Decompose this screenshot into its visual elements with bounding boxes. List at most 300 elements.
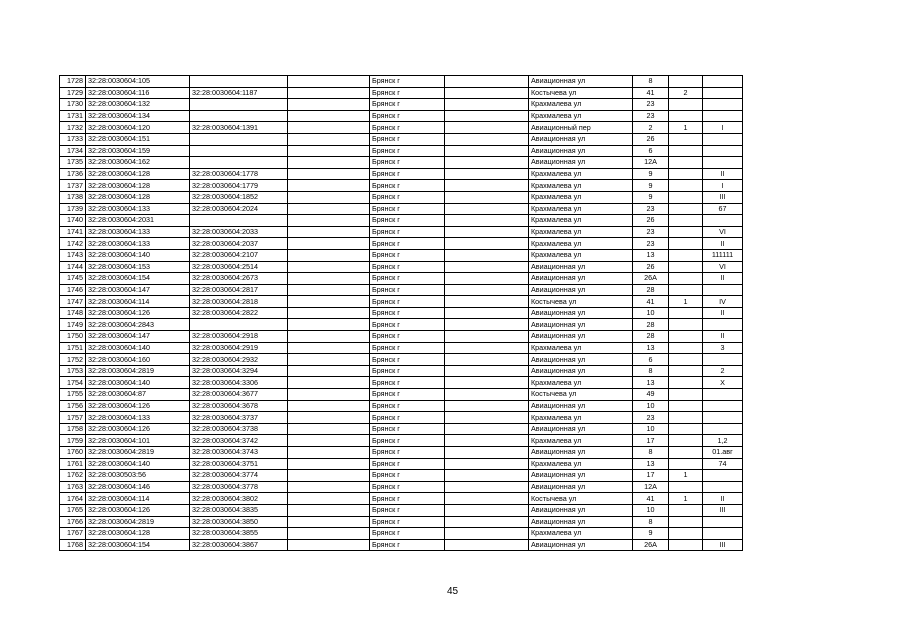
cell-city: Брянск г	[370, 145, 445, 157]
cell-row-number: 1751	[60, 342, 86, 354]
cadastral-table	[59, 75, 743, 551]
cell-street: Авиационная ул	[529, 504, 633, 516]
cell-house-number: 23	[633, 412, 669, 424]
cell-city: Брянск г	[370, 99, 445, 111]
cell-empty-col	[288, 400, 370, 412]
cell-city: Брянск г	[370, 157, 445, 169]
cell-city: Брянск г	[370, 168, 445, 180]
cell-building	[669, 423, 703, 435]
cell-object-number	[190, 157, 288, 169]
cell-cadastral-number: 32:28:0030604:105	[86, 76, 190, 88]
cell-street: Крахмалева ул	[529, 458, 633, 470]
cell-row-number: 1762	[60, 470, 86, 482]
cell-building	[669, 226, 703, 238]
cell-row-number: 1734	[60, 145, 86, 157]
cell-empty-col	[445, 249, 529, 261]
cell-row-number: 1750	[60, 331, 86, 343]
table-row	[60, 319, 743, 331]
cell-row-number: 1740	[60, 215, 86, 227]
cell-empty-col	[288, 249, 370, 261]
cell-object-number	[190, 76, 288, 88]
cell-object-number: 32:28:0030604:3778	[190, 481, 288, 493]
cell-house-number: 10	[633, 307, 669, 319]
table-row	[60, 145, 743, 157]
cell-city: Брянск г	[370, 423, 445, 435]
cell-empty-col	[445, 296, 529, 308]
cell-cadastral-number: 32:28:0030604:153	[86, 261, 190, 273]
cell-house-number: 6	[633, 354, 669, 366]
cell-building	[669, 528, 703, 540]
cell-empty-col	[445, 435, 529, 447]
cell-house-number: 26А	[633, 273, 669, 285]
cell-street: Крахмалева ул	[529, 528, 633, 540]
cell-street: Авиационная ул	[529, 319, 633, 331]
table-row	[60, 168, 743, 180]
cell-empty-col	[288, 412, 370, 424]
cell-street: Авиационная ул	[529, 273, 633, 285]
cell-cadastral-number: 32:28:0030604:140	[86, 342, 190, 354]
cell-empty-col	[288, 284, 370, 296]
cell-house-number: 17	[633, 435, 669, 447]
cell-empty-col	[288, 365, 370, 377]
cell-apartment	[703, 470, 743, 482]
cell-object-number	[190, 145, 288, 157]
cell-apartment	[703, 389, 743, 401]
cell-street: Авиационная ул	[529, 400, 633, 412]
cell-cadastral-number: 32:28:0030604:140	[86, 458, 190, 470]
table-row	[60, 76, 743, 88]
cell-apartment	[703, 145, 743, 157]
cell-empty-col	[288, 157, 370, 169]
cell-object-number: 32:28:0030604:3677	[190, 389, 288, 401]
cell-cadastral-number: 32:28:0030604:133	[86, 412, 190, 424]
cell-row-number: 1728	[60, 76, 86, 88]
cell-house-number: 8	[633, 516, 669, 528]
cell-house-number: 41	[633, 87, 669, 99]
cell-empty-col	[288, 342, 370, 354]
page-number: 45	[446, 586, 459, 597]
cell-street: Авиационная ул	[529, 470, 633, 482]
cell-house-number: 12А	[633, 481, 669, 493]
cell-row-number: 1759	[60, 435, 86, 447]
table-row	[60, 412, 743, 424]
cell-cadastral-number: 32:28:0030604:128	[86, 180, 190, 192]
cell-apartment	[703, 215, 743, 227]
cell-building: 1	[669, 122, 703, 134]
cell-building	[669, 539, 703, 551]
cell-cadastral-number: 32:28:0030604:2819	[86, 447, 190, 459]
cell-empty-col	[288, 354, 370, 366]
cell-city: Брянск г	[370, 342, 445, 354]
cell-building	[669, 238, 703, 250]
cell-street: Костычева ул	[529, 296, 633, 308]
table-row	[60, 458, 743, 470]
cell-row-number: 1744	[60, 261, 86, 273]
cell-empty-col	[445, 504, 529, 516]
cell-house-number: 23	[633, 110, 669, 122]
cell-city: Брянск г	[370, 400, 445, 412]
cell-empty-col	[288, 389, 370, 401]
cell-empty-col	[288, 76, 370, 88]
table-row	[60, 528, 743, 540]
cell-row-number: 1757	[60, 412, 86, 424]
cell-apartment: III	[703, 539, 743, 551]
cell-row-number: 1761	[60, 458, 86, 470]
cell-object-number: 32:28:0030604:2818	[190, 296, 288, 308]
cell-city: Брянск г	[370, 76, 445, 88]
cell-building	[669, 504, 703, 516]
cell-empty-col	[288, 180, 370, 192]
cell-building	[669, 516, 703, 528]
cell-empty-col	[288, 238, 370, 250]
cell-building	[669, 389, 703, 401]
cell-empty-col	[288, 493, 370, 505]
cell-city: Брянск г	[370, 296, 445, 308]
cell-object-number: 32:28:0030604:2024	[190, 203, 288, 215]
cell-object-number: 32:28:0030604:3855	[190, 528, 288, 540]
cell-apartment: X	[703, 377, 743, 389]
cell-empty-col	[288, 122, 370, 134]
cell-empty-col	[288, 423, 370, 435]
table-row	[60, 389, 743, 401]
cell-empty-col	[445, 539, 529, 551]
table-row	[60, 377, 743, 389]
cell-street: Крахмалева ул	[529, 377, 633, 389]
cell-building: 1	[669, 296, 703, 308]
cell-object-number: 32:28:0030604:2107	[190, 249, 288, 261]
cell-object-number: 32:28:0030604:2918	[190, 331, 288, 343]
cell-city: Брянск г	[370, 365, 445, 377]
cell-street: Крахмалева ул	[529, 249, 633, 261]
cell-row-number: 1749	[60, 319, 86, 331]
cell-cadastral-number: 32:28:0030604:140	[86, 249, 190, 261]
cell-street: Авиационная ул	[529, 284, 633, 296]
cell-object-number: 32:28:0030604:3742	[190, 435, 288, 447]
cell-city: Брянск г	[370, 133, 445, 145]
cell-cadastral-number: 32:28:0030604:114	[86, 493, 190, 505]
table-row	[60, 180, 743, 192]
cell-row-number: 1765	[60, 504, 86, 516]
cell-building	[669, 273, 703, 285]
cell-cadastral-number: 32:28:0030604:133	[86, 203, 190, 215]
cell-cadastral-number: 32:28:0030604:126	[86, 423, 190, 435]
cell-street: Крахмалева ул	[529, 412, 633, 424]
table-row	[60, 273, 743, 285]
cell-building: 1	[669, 493, 703, 505]
cell-building	[669, 307, 703, 319]
cell-street: Костычева ул	[529, 87, 633, 99]
cell-row-number: 1767	[60, 528, 86, 540]
cell-street: Крахмалева ул	[529, 99, 633, 111]
cell-cadastral-number: 32:28:0030604:140	[86, 377, 190, 389]
cell-object-number: 32:28:0030604:3850	[190, 516, 288, 528]
cell-apartment: II	[703, 168, 743, 180]
cell-city: Брянск г	[370, 215, 445, 227]
cell-row-number: 1746	[60, 284, 86, 296]
cell-empty-col	[445, 110, 529, 122]
cell-cadastral-number: 32:28:0030604:116	[86, 87, 190, 99]
cell-empty-col	[288, 110, 370, 122]
cell-apartment: II	[703, 273, 743, 285]
cell-house-number: 49	[633, 389, 669, 401]
cell-empty-col	[288, 307, 370, 319]
cell-house-number: 26	[633, 261, 669, 273]
cell-empty-col	[288, 331, 370, 343]
cell-object-number: 32:28:0030604:2919	[190, 342, 288, 354]
cell-city: Брянск г	[370, 539, 445, 551]
table-row	[60, 481, 743, 493]
cell-empty-col	[288, 319, 370, 331]
cell-row-number: 1736	[60, 168, 86, 180]
cell-empty-col	[288, 87, 370, 99]
cell-street: Авиационная ул	[529, 539, 633, 551]
cell-object-number: 32:28:0030604:3306	[190, 377, 288, 389]
cell-city: Брянск г	[370, 122, 445, 134]
cell-cadastral-number: 32:28:0030604:162	[86, 157, 190, 169]
cell-building	[669, 261, 703, 273]
cell-apartment	[703, 99, 743, 111]
cell-street: Крахмалева ул	[529, 215, 633, 227]
cell-apartment: 74	[703, 458, 743, 470]
cell-empty-col	[445, 365, 529, 377]
cell-cadastral-number: 32:28:0030604:128	[86, 528, 190, 540]
cell-empty-col	[445, 331, 529, 343]
cell-cadastral-number: 32:28:0030604:114	[86, 296, 190, 308]
cell-empty-col	[445, 516, 529, 528]
cell-object-number: 32:28:0030604:2033	[190, 226, 288, 238]
cell-object-number: 32:28:0030604:3751	[190, 458, 288, 470]
cell-street: Авиационная ул	[529, 307, 633, 319]
cell-object-number: 32:28:0030604:2932	[190, 354, 288, 366]
table-row	[60, 493, 743, 505]
cell-street: Крахмалева ул	[529, 238, 633, 250]
cell-apartment: III	[703, 191, 743, 203]
cell-row-number: 1753	[60, 365, 86, 377]
cell-row-number: 1733	[60, 133, 86, 145]
table-row	[60, 249, 743, 261]
cell-street: Крахмалева ул	[529, 435, 633, 447]
cell-cadastral-number: 32:28:0030604:133	[86, 238, 190, 250]
cell-cadastral-number: 32:28:0030604:154	[86, 539, 190, 551]
cell-empty-col	[288, 226, 370, 238]
cell-building	[669, 447, 703, 459]
table-row	[60, 342, 743, 354]
cell-building: 1	[669, 470, 703, 482]
cell-cadastral-number: 32:28:0030503:56	[86, 470, 190, 482]
cell-city: Брянск г	[370, 377, 445, 389]
cell-house-number: 41	[633, 493, 669, 505]
table-row	[60, 215, 743, 227]
cell-house-number: 23	[633, 226, 669, 238]
cell-house-number: 23	[633, 238, 669, 250]
cell-building	[669, 191, 703, 203]
cell-house-number: 9	[633, 528, 669, 540]
cell-street: Авиационная ул	[529, 481, 633, 493]
table-row	[60, 191, 743, 203]
cell-empty-col	[445, 76, 529, 88]
cell-empty-col	[445, 238, 529, 250]
cell-object-number: 32:28:0030604:1852	[190, 191, 288, 203]
cell-row-number: 1768	[60, 539, 86, 551]
cell-apartment: I	[703, 122, 743, 134]
cell-building	[669, 249, 703, 261]
cell-empty-col	[445, 157, 529, 169]
cell-building	[669, 458, 703, 470]
cell-empty-col	[445, 470, 529, 482]
cell-empty-col	[445, 261, 529, 273]
cell-row-number: 1758	[60, 423, 86, 435]
cell-empty-col	[445, 87, 529, 99]
cell-row-number: 1730	[60, 99, 86, 111]
table-row	[60, 400, 743, 412]
cell-object-number: 32:28:0030604:3774	[190, 470, 288, 482]
table-row	[60, 447, 743, 459]
cell-object-number	[190, 110, 288, 122]
cell-empty-col	[445, 389, 529, 401]
cell-city: Брянск г	[370, 273, 445, 285]
cell-city: Брянск г	[370, 412, 445, 424]
cell-object-number: 32:28:0030604:1187	[190, 87, 288, 99]
cell-building	[669, 481, 703, 493]
cell-apartment	[703, 76, 743, 88]
cell-row-number: 1739	[60, 203, 86, 215]
cell-cadastral-number: 32:28:0030604:128	[86, 191, 190, 203]
cell-empty-col	[288, 296, 370, 308]
cell-empty-col	[288, 435, 370, 447]
cell-object-number: 32:28:0030604:3743	[190, 447, 288, 459]
cell-empty-col	[445, 307, 529, 319]
cell-house-number: 17	[633, 470, 669, 482]
table-row	[60, 435, 743, 447]
cell-apartment	[703, 110, 743, 122]
cell-building	[669, 354, 703, 366]
table-row	[60, 470, 743, 482]
cell-row-number: 1760	[60, 447, 86, 459]
cell-empty-col	[288, 458, 370, 470]
cell-house-number: 12А	[633, 157, 669, 169]
cell-cadastral-number: 32:28:0030604:159	[86, 145, 190, 157]
cell-apartment	[703, 481, 743, 493]
cell-empty-col	[445, 191, 529, 203]
cell-city: Брянск г	[370, 516, 445, 528]
cell-city: Брянск г	[370, 458, 445, 470]
cell-row-number: 1729	[60, 87, 86, 99]
cell-row-number: 1732	[60, 122, 86, 134]
table-row	[60, 284, 743, 296]
cell-row-number: 1738	[60, 191, 86, 203]
cell-city: Брянск г	[370, 389, 445, 401]
cell-apartment: 1,2	[703, 435, 743, 447]
cell-empty-col	[288, 203, 370, 215]
cell-apartment	[703, 133, 743, 145]
cell-empty-col	[288, 145, 370, 157]
cell-building	[669, 377, 703, 389]
cell-street: Авиационный пер	[529, 122, 633, 134]
cell-house-number: 8	[633, 365, 669, 377]
cell-apartment: 3	[703, 342, 743, 354]
cell-row-number: 1752	[60, 354, 86, 366]
cell-building	[669, 284, 703, 296]
table-row	[60, 122, 743, 134]
cell-empty-col	[445, 180, 529, 192]
cell-city: Брянск г	[370, 284, 445, 296]
cell-building	[669, 99, 703, 111]
cell-house-number: 9	[633, 168, 669, 180]
cell-apartment	[703, 87, 743, 99]
table-body	[60, 76, 743, 551]
table-row	[60, 157, 743, 169]
cell-house-number: 9	[633, 180, 669, 192]
cell-empty-col	[445, 423, 529, 435]
cell-city: Брянск г	[370, 354, 445, 366]
cell-row-number: 1754	[60, 377, 86, 389]
cell-house-number: 9	[633, 191, 669, 203]
cell-cadastral-number: 32:28:0030604:126	[86, 307, 190, 319]
cell-apartment	[703, 423, 743, 435]
cell-apartment	[703, 412, 743, 424]
cell-cadastral-number: 32:28:0030604:147	[86, 331, 190, 343]
cell-street: Крахмалева ул	[529, 180, 633, 192]
cell-building	[669, 342, 703, 354]
cell-empty-col	[288, 133, 370, 145]
cell-apartment: II	[703, 331, 743, 343]
cell-row-number: 1764	[60, 493, 86, 505]
cell-cadastral-number: 32:28:0030604:160	[86, 354, 190, 366]
cell-building	[669, 157, 703, 169]
cell-house-number: 23	[633, 203, 669, 215]
cell-object-number: 32:28:0030604:3678	[190, 400, 288, 412]
cell-house-number: 2	[633, 122, 669, 134]
cell-apartment: II	[703, 238, 743, 250]
cell-apartment	[703, 284, 743, 296]
cell-row-number: 1735	[60, 157, 86, 169]
cell-city: Брянск г	[370, 470, 445, 482]
cell-row-number: 1763	[60, 481, 86, 493]
cell-street: Авиационная ул	[529, 423, 633, 435]
cell-cadastral-number: 32:28:0030604:154	[86, 273, 190, 285]
cell-building	[669, 400, 703, 412]
cell-building	[669, 110, 703, 122]
cell-object-number: 32:28:0030604:1778	[190, 168, 288, 180]
cell-object-number: 32:28:0030604:2037	[190, 238, 288, 250]
table-row	[60, 516, 743, 528]
cell-city: Брянск г	[370, 307, 445, 319]
cell-cadastral-number: 32:28:0030604:2843	[86, 319, 190, 331]
cell-cadastral-number: 32:28:0030604:2031	[86, 215, 190, 227]
cell-empty-col	[445, 528, 529, 540]
cell-object-number	[190, 99, 288, 111]
cell-cadastral-number: 32:28:0030604:101	[86, 435, 190, 447]
cell-empty-col	[445, 342, 529, 354]
cell-house-number: 8	[633, 447, 669, 459]
cell-house-number: 13	[633, 342, 669, 354]
cell-empty-col	[445, 481, 529, 493]
cell-city: Брянск г	[370, 504, 445, 516]
cell-building	[669, 76, 703, 88]
table-row	[60, 423, 743, 435]
cell-row-number: 1731	[60, 110, 86, 122]
cell-row-number: 1745	[60, 273, 86, 285]
table-row	[60, 133, 743, 145]
cell-empty-col	[288, 481, 370, 493]
cell-city: Брянск г	[370, 481, 445, 493]
cell-house-number: 23	[633, 99, 669, 111]
cell-house-number: 10	[633, 423, 669, 435]
cell-street: Авиационная ул	[529, 354, 633, 366]
cell-cadastral-number: 32:28:0030604:126	[86, 400, 190, 412]
cell-object-number: 32:28:0030604:3737	[190, 412, 288, 424]
cell-building	[669, 331, 703, 343]
